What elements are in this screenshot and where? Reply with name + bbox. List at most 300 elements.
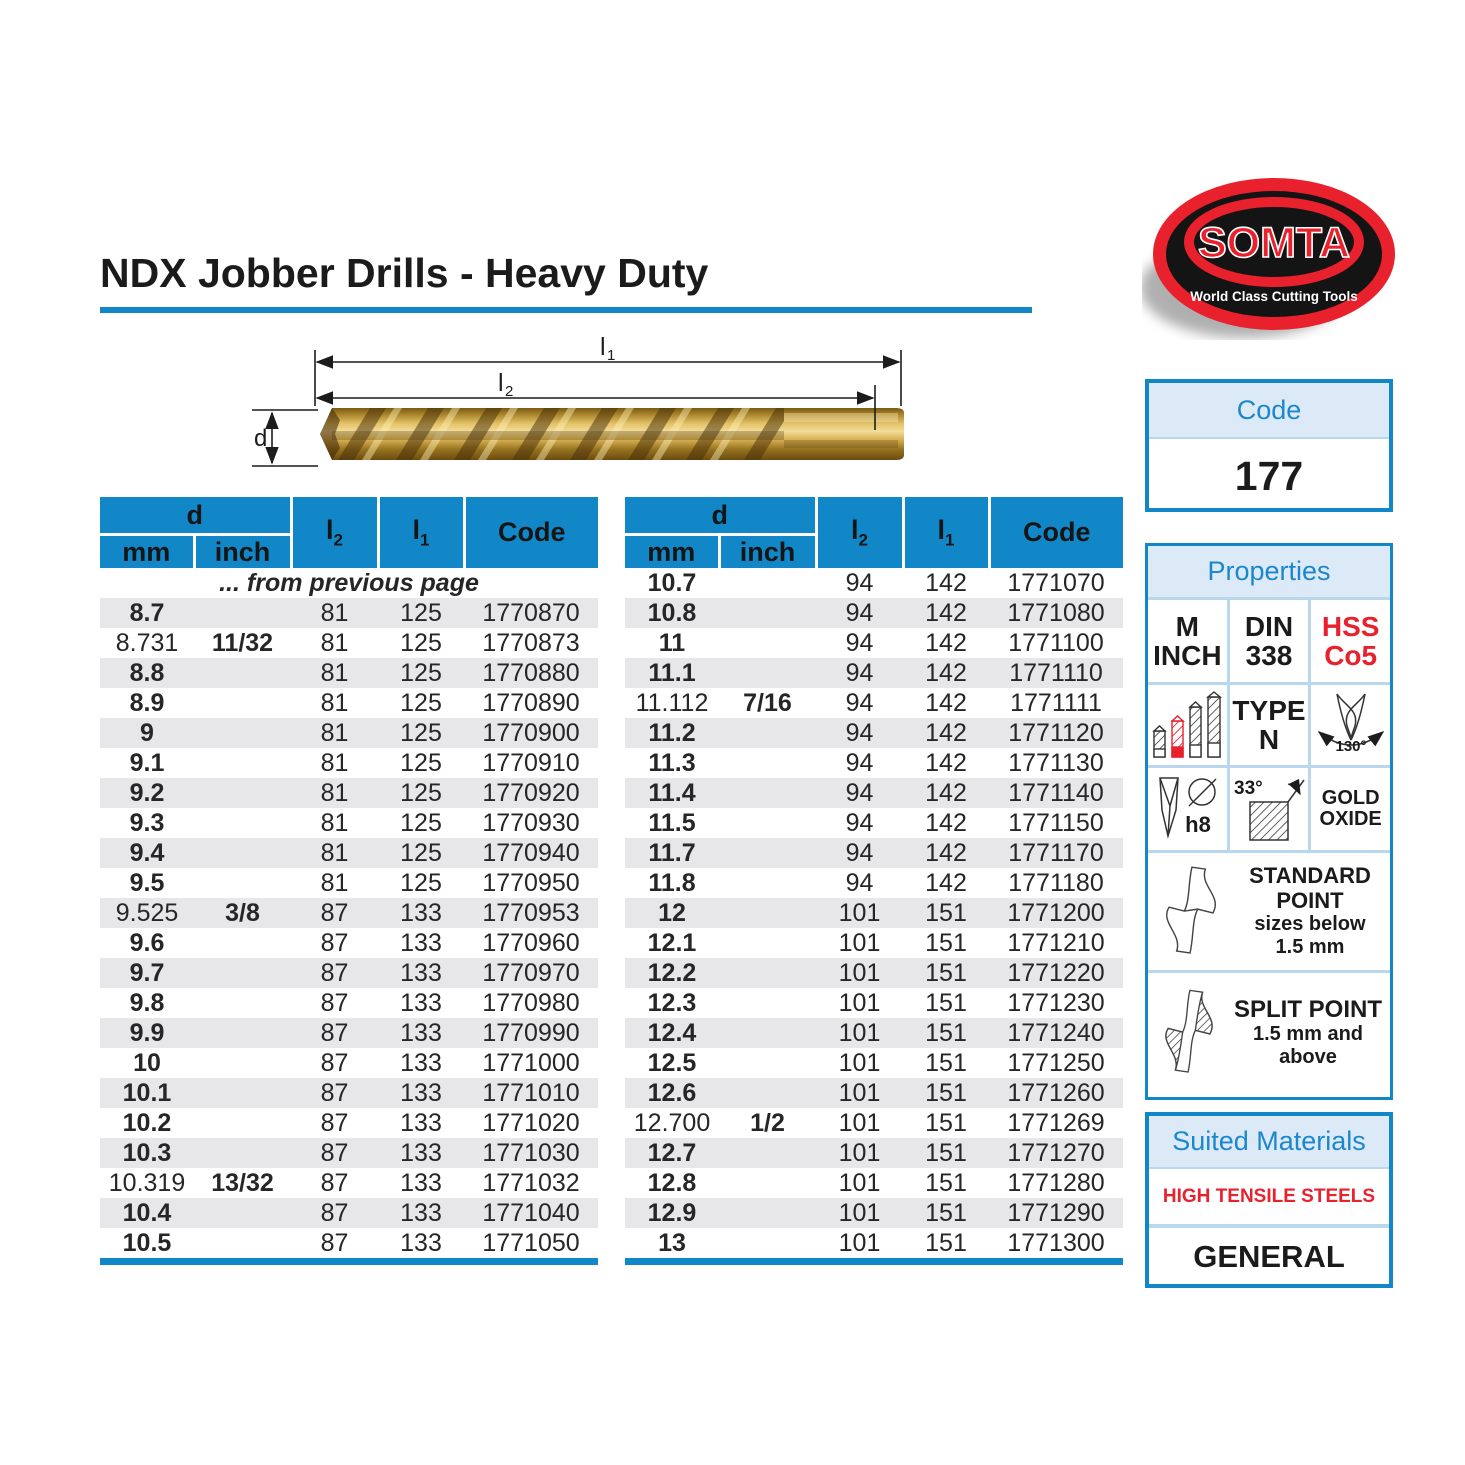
cell-inch [194,808,291,838]
table-row [625,928,1123,958]
cell-l1: 133 [400,1168,442,1197]
cell-code: 1771150 [1008,808,1104,837]
cell-mm: 11.2 [648,718,696,747]
cell-code: 1771280 [1007,1168,1105,1197]
continuation-note: ... from previous page [219,568,479,597]
code-value: 177 [1234,453,1304,499]
cell-inch [194,778,291,808]
cell-code: 1771070 [1007,568,1105,597]
cell-inch [719,1048,816,1078]
cell-code: 1770910 [482,748,580,777]
cell-l1: 142 [925,748,967,777]
badge-din-338: DIN 338 [1230,600,1309,682]
cell-inch [719,598,816,628]
cell-mm: 10.5 [122,1228,172,1257]
cell-l1: 142 [925,838,967,867]
table-row [100,1048,598,1078]
cell-code: 1770900 [482,718,580,747]
cell-l2: 101 [838,1138,881,1167]
cell-mm: 10 [133,1048,161,1077]
cell-l1: 151 [925,898,967,927]
column-header-inch: inch [719,535,816,569]
badge-gold-oxide: GOLD OXIDE [1311,768,1390,850]
table-row [625,568,1123,598]
cell-code: 1771030 [482,1138,580,1167]
cell-code: 1771250 [1007,1048,1105,1077]
cell-l2: 81 [320,688,349,717]
cell-inch [194,688,291,718]
cell-l1: 142 [925,778,967,807]
cell-inch: 11/32 [211,628,274,657]
cell-inch [194,1018,291,1048]
cell-code: 1771240 [1007,1018,1105,1047]
cell-code: 1770890 [482,688,580,717]
drill-photo [318,404,904,464]
cell-code: 1770990 [482,1018,580,1047]
cell-mm: 10.1 [122,1078,172,1107]
cell-l1: 151 [925,1198,967,1227]
cell-mm: 11.8 [648,868,696,897]
table-row [100,958,598,988]
cell-inch [194,718,291,748]
cell-mm: 12.3 [647,988,697,1017]
cell-l2: 101 [838,1078,881,1107]
cell-l2: 87 [320,898,349,927]
split-point-section: SPLIT POINT 1.5 mm and above [1148,970,1390,1093]
cell-l1: 133 [400,928,442,957]
cell-mm: 10.4 [122,1198,172,1227]
cell-inch [719,1138,816,1168]
table-row [100,1168,598,1198]
cell-code: 1771140 [1008,778,1104,807]
cell-l1: 133 [400,1198,442,1227]
cell-inch [194,658,291,688]
table-row [100,748,598,778]
cell-code: 1771032 [482,1168,580,1197]
suited-materials-header: Suited Materials [1149,1116,1389,1169]
cell-inch [719,868,816,898]
cell-l1: 142 [925,718,967,747]
cell-l1: 125 [400,688,442,717]
table-row [625,718,1123,748]
table-row [100,808,598,838]
table-row [625,658,1123,688]
cell-l1: 125 [400,778,442,807]
table-row [625,1228,1123,1262]
dim-l2-label: l [498,369,504,397]
cell-l2: 101 [838,1048,881,1077]
table-row [625,1048,1123,1078]
material-high-tensile-steels: HIGH TENSILE STEELS [1162,1186,1376,1207]
column-header-mm: mm [100,535,194,569]
cell-code: 1771200 [1007,898,1105,927]
table-row [100,778,598,808]
cell-l2: 81 [320,838,349,867]
table-row [100,1198,598,1228]
cell-l1: 151 [925,988,967,1017]
cell-inch [719,628,816,658]
cell-mm: 9.1 [129,748,165,777]
note-row [100,568,598,598]
table-row [100,598,598,628]
table-row [625,988,1123,1018]
cell-mm: 9.2 [129,778,165,807]
cell-inch: 3/8 [225,898,260,927]
cell-l1: 151 [925,958,967,987]
cell-inch [194,1228,291,1262]
cell-l1: 125 [400,658,442,687]
table-row [100,658,598,688]
cell-mm: 12.5 [647,1048,697,1077]
table-row [100,718,598,748]
table-row [100,838,598,868]
cell-code: 1770970 [482,958,580,987]
cell-code: 1771220 [1007,958,1105,987]
code-box-header: Code [1149,383,1389,439]
logo-tagline-text: World Class Cutting Tools [1190,289,1358,304]
cell-l2: 101 [838,928,881,957]
cell-code: 1771170 [1008,838,1104,867]
cell-l2: 87 [320,1228,349,1257]
table-row [625,838,1123,868]
cell-mm: 9.9 [129,1018,165,1047]
cell-inch: 7/16 [743,688,792,717]
cell-inch [194,868,291,898]
table-row [100,928,598,958]
table-row [100,898,598,928]
cell-l1: 151 [925,928,967,957]
cell-code: 1771111 [1010,688,1102,717]
cell-mm: 12.2 [647,958,697,987]
cell-code: 1771210 [1007,928,1105,957]
cell-inch [719,718,816,748]
cell-l1: 133 [400,898,442,927]
cell-l2: 101 [838,1228,881,1257]
cell-inch [719,568,816,598]
cell-l2: 87 [320,1018,349,1047]
logo-brand-text: SOMTA [1197,219,1351,267]
table-row [100,1078,598,1108]
table-row [625,628,1123,658]
cell-l2: 94 [845,778,874,807]
cell-mm: 8.7 [129,598,165,627]
cell-mm: 8.731 [115,628,179,657]
cell-l2: 101 [838,1198,881,1227]
cell-mm: 10.8 [647,598,697,627]
cell-l2: 94 [845,568,874,597]
cell-l2: 87 [320,1048,349,1077]
table-row [625,1138,1123,1168]
standard-point-icon [1150,861,1232,963]
cell-mm: 10.3 [122,1138,172,1167]
cell-l1: 133 [400,1018,442,1047]
cell-l1: 125 [400,598,442,627]
cell-inch: 1/2 [750,1108,785,1137]
badge-hss-co5: HSS Co5 [1311,600,1390,682]
column-header-l1: $l_1$ [378,497,464,568]
cell-l2: 81 [320,598,349,627]
cell-code: 1771230 [1007,988,1105,1017]
cell-l2: 87 [320,928,349,957]
cell-l2: 101 [838,898,881,927]
cell-code: 1770960 [482,928,580,957]
table-row [625,748,1123,778]
cell-l1: 142 [925,568,967,597]
cell-inch [719,808,816,838]
column-header-d: d [100,497,291,535]
cell-mm: 9.525 [115,898,179,927]
cell-l1: 142 [925,658,967,687]
cell-inch [719,988,816,1018]
title-rule [100,307,1032,313]
material-general: GENERAL [1149,1224,1389,1286]
table-row [625,868,1123,898]
cell-l2: 94 [845,748,874,777]
cell-code: 1770930 [482,808,580,837]
cell-code: 1771130 [1008,748,1104,777]
cell-inch [719,1228,816,1262]
cell-l2: 94 [845,598,874,627]
table-row [625,1198,1123,1228]
cell-code: 1771110 [1009,658,1103,687]
table-row [625,808,1123,838]
cell-inch [719,778,816,808]
column-header-l1: $l_1$ [903,497,989,568]
column-header-code: Code [464,497,598,568]
cell-inch [194,1138,291,1168]
cell-l2: 81 [320,808,349,837]
cell-mm: 9.8 [129,988,165,1017]
cell-mm: 11 [658,628,686,657]
cell-mm: 10.7 [647,568,697,597]
table-row [625,1108,1123,1138]
cell-l2: 87 [320,1078,349,1107]
cell-l1: 133 [400,1138,442,1167]
cell-l1: 151 [925,1048,967,1077]
table-row [100,688,598,718]
column-header-code: Code [989,497,1123,568]
cell-l1: 125 [400,748,442,777]
cell-l1: 133 [400,1078,442,1107]
cell-code: 1770950 [482,868,580,897]
point-angle-icon [1311,685,1390,765]
cell-inch [719,1018,816,1048]
cell-l2: 101 [838,988,881,1017]
cell-inch [719,658,816,688]
table-row [100,1108,598,1138]
cell-mm: 11.5 [648,808,696,837]
cell-mm: 12 [658,898,686,927]
cell-l2: 94 [845,868,874,897]
table-row [100,628,598,658]
cell-inch [194,748,291,778]
cell-mm: 12.6 [647,1078,697,1107]
tolerance-icon [1148,768,1227,850]
cell-code: 1771290 [1007,1198,1105,1227]
somta-logo [1142,172,1398,340]
table-row [625,598,1123,628]
cell-mm: 11.3 [648,748,696,777]
cell-code: 1770920 [482,778,580,807]
size-table-right [625,497,1123,1265]
cell-code: 1771100 [1008,628,1104,657]
cell-inch [194,1078,291,1108]
cell-mm: 12.1 [647,928,697,957]
cell-l2: 81 [320,748,349,777]
cell-mm: 12.7 [647,1138,697,1167]
dim-l1-label: l [600,333,606,361]
cell-inch [719,1198,816,1228]
cell-code: 1770980 [482,988,580,1017]
cell-mm: 8.8 [129,658,165,687]
cell-inch: 13/32 [211,1168,274,1197]
cell-inch [194,988,291,1018]
helix-angle-icon [1230,768,1309,850]
cell-mm: 12.700 [633,1108,711,1137]
cell-l1: 125 [400,868,442,897]
cell-l1: 142 [925,598,967,627]
cell-l1: 142 [925,868,967,897]
page-title: NDX Jobber Drills - Heavy Duty [100,250,709,296]
cell-inch [719,928,816,958]
column-header-inch: inch [194,535,291,569]
cell-mm: 12.8 [647,1168,697,1197]
cell-inch [719,838,816,868]
cell-code: 1770953 [482,898,580,927]
cell-code: 1771300 [1007,1228,1105,1257]
cell-l1: 125 [400,628,442,657]
cell-inch [719,1078,816,1108]
table-row [625,1018,1123,1048]
cell-l2: 87 [320,1198,349,1227]
cell-l2: 81 [320,628,349,657]
cell-l1: 142 [925,688,967,717]
cell-l2: 87 [320,988,349,1017]
cell-inch [719,958,816,988]
cell-code: 1770870 [482,598,580,627]
cell-l2: 94 [845,838,874,867]
cell-l1: 133 [400,1048,442,1077]
cell-l1: 125 [400,718,442,747]
cell-l2: 87 [320,1168,349,1197]
properties-box [1145,543,1393,1100]
cell-mm: 12.4 [647,1018,697,1047]
cell-code: 1771050 [482,1228,580,1257]
cell-mm: 11.4 [648,778,696,807]
dim-l2-sub: 2 [505,383,514,400]
cell-mm: 9 [140,718,154,747]
cell-code: 1770880 [482,658,580,687]
table-row [100,868,598,898]
point-angle-value: 130° [1335,738,1367,755]
cell-l1: 133 [400,1228,442,1257]
cell-mm: 10.319 [108,1168,186,1197]
table-row [625,898,1123,928]
dim-l1-sub: 1 [607,347,616,364]
dim-d-label: d [254,425,268,452]
cell-l2: 81 [320,778,349,807]
cell-mm: 11.112 [635,688,709,717]
cell-l2: 94 [845,688,874,717]
cell-l1: 151 [925,1228,967,1257]
cell-l1: 151 [925,1138,967,1167]
table-row [100,1228,598,1262]
cell-l1: 133 [400,988,442,1017]
cell-mm: 9.3 [129,808,165,837]
tolerance-value: h8 [1185,812,1212,837]
table-row [625,958,1123,988]
cell-mm: 10.2 [122,1108,172,1137]
helix-angle-value: 33° [1233,778,1263,799]
cell-code: 1770873 [482,628,580,657]
cell-code: 1771010 [482,1078,580,1107]
cell-code: 1771080 [1007,598,1105,627]
table-row [625,688,1123,718]
cell-l1: 133 [400,958,442,987]
cell-mm: 9.5 [129,868,165,897]
cell-mm: 8.9 [129,688,165,717]
cell-l2: 81 [320,658,349,687]
cell-code: 1771000 [482,1048,580,1077]
cell-l2: 94 [845,628,874,657]
cell-l1: 151 [925,1078,967,1107]
cell-l2: 87 [320,1108,349,1137]
cell-inch [194,958,291,988]
properties-header: Properties [1148,546,1390,600]
badge-metric-inch: M INCH [1148,600,1227,682]
cell-l2: 81 [320,868,349,897]
cell-l1: 151 [925,1108,967,1137]
cell-l2: 101 [838,958,881,987]
cell-l2: 87 [320,958,349,987]
cell-inch [194,1108,291,1138]
cell-mm: 12.9 [647,1198,697,1227]
size-table-left [100,497,598,1265]
cell-l1: 142 [925,808,967,837]
badge-type-n: TYPE N [1230,685,1309,765]
cell-l2: 81 [320,718,349,747]
cell-code: 1771120 [1008,718,1104,747]
cell-code: 1771269 [1007,1108,1105,1137]
cell-inch [719,748,816,778]
cell-l1: 125 [400,838,442,867]
split-point-icon [1150,984,1228,1082]
cell-mm: 9.4 [129,838,165,867]
cell-l2: 101 [838,1018,881,1047]
cell-l2: 94 [845,808,874,837]
cell-inch [194,598,291,628]
standard-point-section: STANDARD POINT sizes below 1.5 mm [1148,850,1390,970]
cell-mm: 11.7 [648,838,696,867]
table-row [100,988,598,1018]
suited-materials-box [1145,1112,1393,1288]
cell-l2: 101 [838,1168,881,1197]
column-header-d: d [625,497,816,535]
cell-code: 1771270 [1007,1138,1105,1167]
cell-mm: 9.6 [129,928,165,957]
code-box [1145,379,1393,512]
cell-l1: 133 [400,1108,442,1137]
table-row [625,1168,1123,1198]
cell-code: 1771020 [482,1108,580,1137]
cell-code: 1771260 [1007,1078,1105,1107]
cell-l1: 151 [925,1018,967,1047]
column-header-l2: $l_2$ [816,497,903,568]
cell-l1: 142 [925,628,967,657]
cell-code: 1771040 [482,1198,580,1227]
cell-l2: 94 [845,658,874,687]
cell-l2: 87 [320,1138,349,1167]
